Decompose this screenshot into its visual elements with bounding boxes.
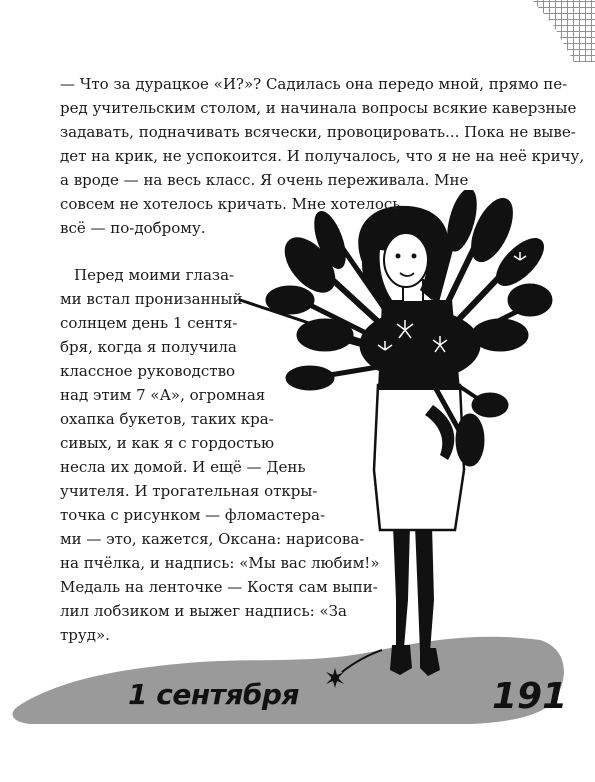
text-line: всё — по-доброму.: [60, 219, 206, 237]
paragraph-1: [60, 72, 585, 240]
text-line: несла их домой. И ещё — День: [60, 458, 306, 476]
text-line: сивых, и как я с гордостью: [60, 434, 275, 452]
text-line: Перед моими глаза-: [74, 266, 235, 284]
text-line: Медаль на ленточке — Костя сам выпи-: [60, 578, 378, 596]
text-line: над этим 7 «А», огромная: [60, 386, 266, 404]
text-line: ред учительским столом, и начинала вопросы всякие каверзные: [60, 99, 577, 117]
text-line: задавать, подначивать всячески, провоцировать... Пока не выве-: [60, 123, 576, 141]
corner-grid-decoration: [525, 0, 595, 62]
text-line: дет на крик, не успокоится. И получалось, что я не на неё кричу,: [60, 147, 585, 165]
text-block: [60, 72, 585, 647]
footer-caption: 1 сентября: [128, 678, 299, 711]
text-line: на пчёлка, и надпись: «Мы вас любим!»: [60, 554, 380, 572]
text-line: а вроде — на весь класс. Я очень переживала. Мне: [60, 171, 469, 189]
text-line: — Что за дурацкое «И?»? Садилась она передо мной, прямо пе-: [60, 75, 568, 93]
text-line: точка с рисунком — фломастера-: [60, 506, 326, 524]
text-line: совсем не хотелось кричать. Мне хотелось: [60, 195, 401, 213]
text-line: охапка букетов, таких кра-: [60, 410, 274, 428]
text-line: труд».: [60, 626, 110, 644]
text-line: солнцем день 1 сентя-: [60, 314, 238, 332]
text-line: лил лобзиком и выжег надпись: «За: [60, 602, 347, 620]
text-line: классное руководство: [60, 362, 236, 380]
text-line: ми встал пронизанный: [60, 290, 243, 308]
page-number: 191: [492, 676, 568, 717]
text-line: учителя. И трогательная откры-: [60, 482, 318, 500]
text-line: бря, когда я получила: [60, 338, 237, 356]
paragraph-2: [60, 263, 510, 647]
text-line: ми — это, кажется, Оксана: нарисова-: [60, 530, 365, 548]
